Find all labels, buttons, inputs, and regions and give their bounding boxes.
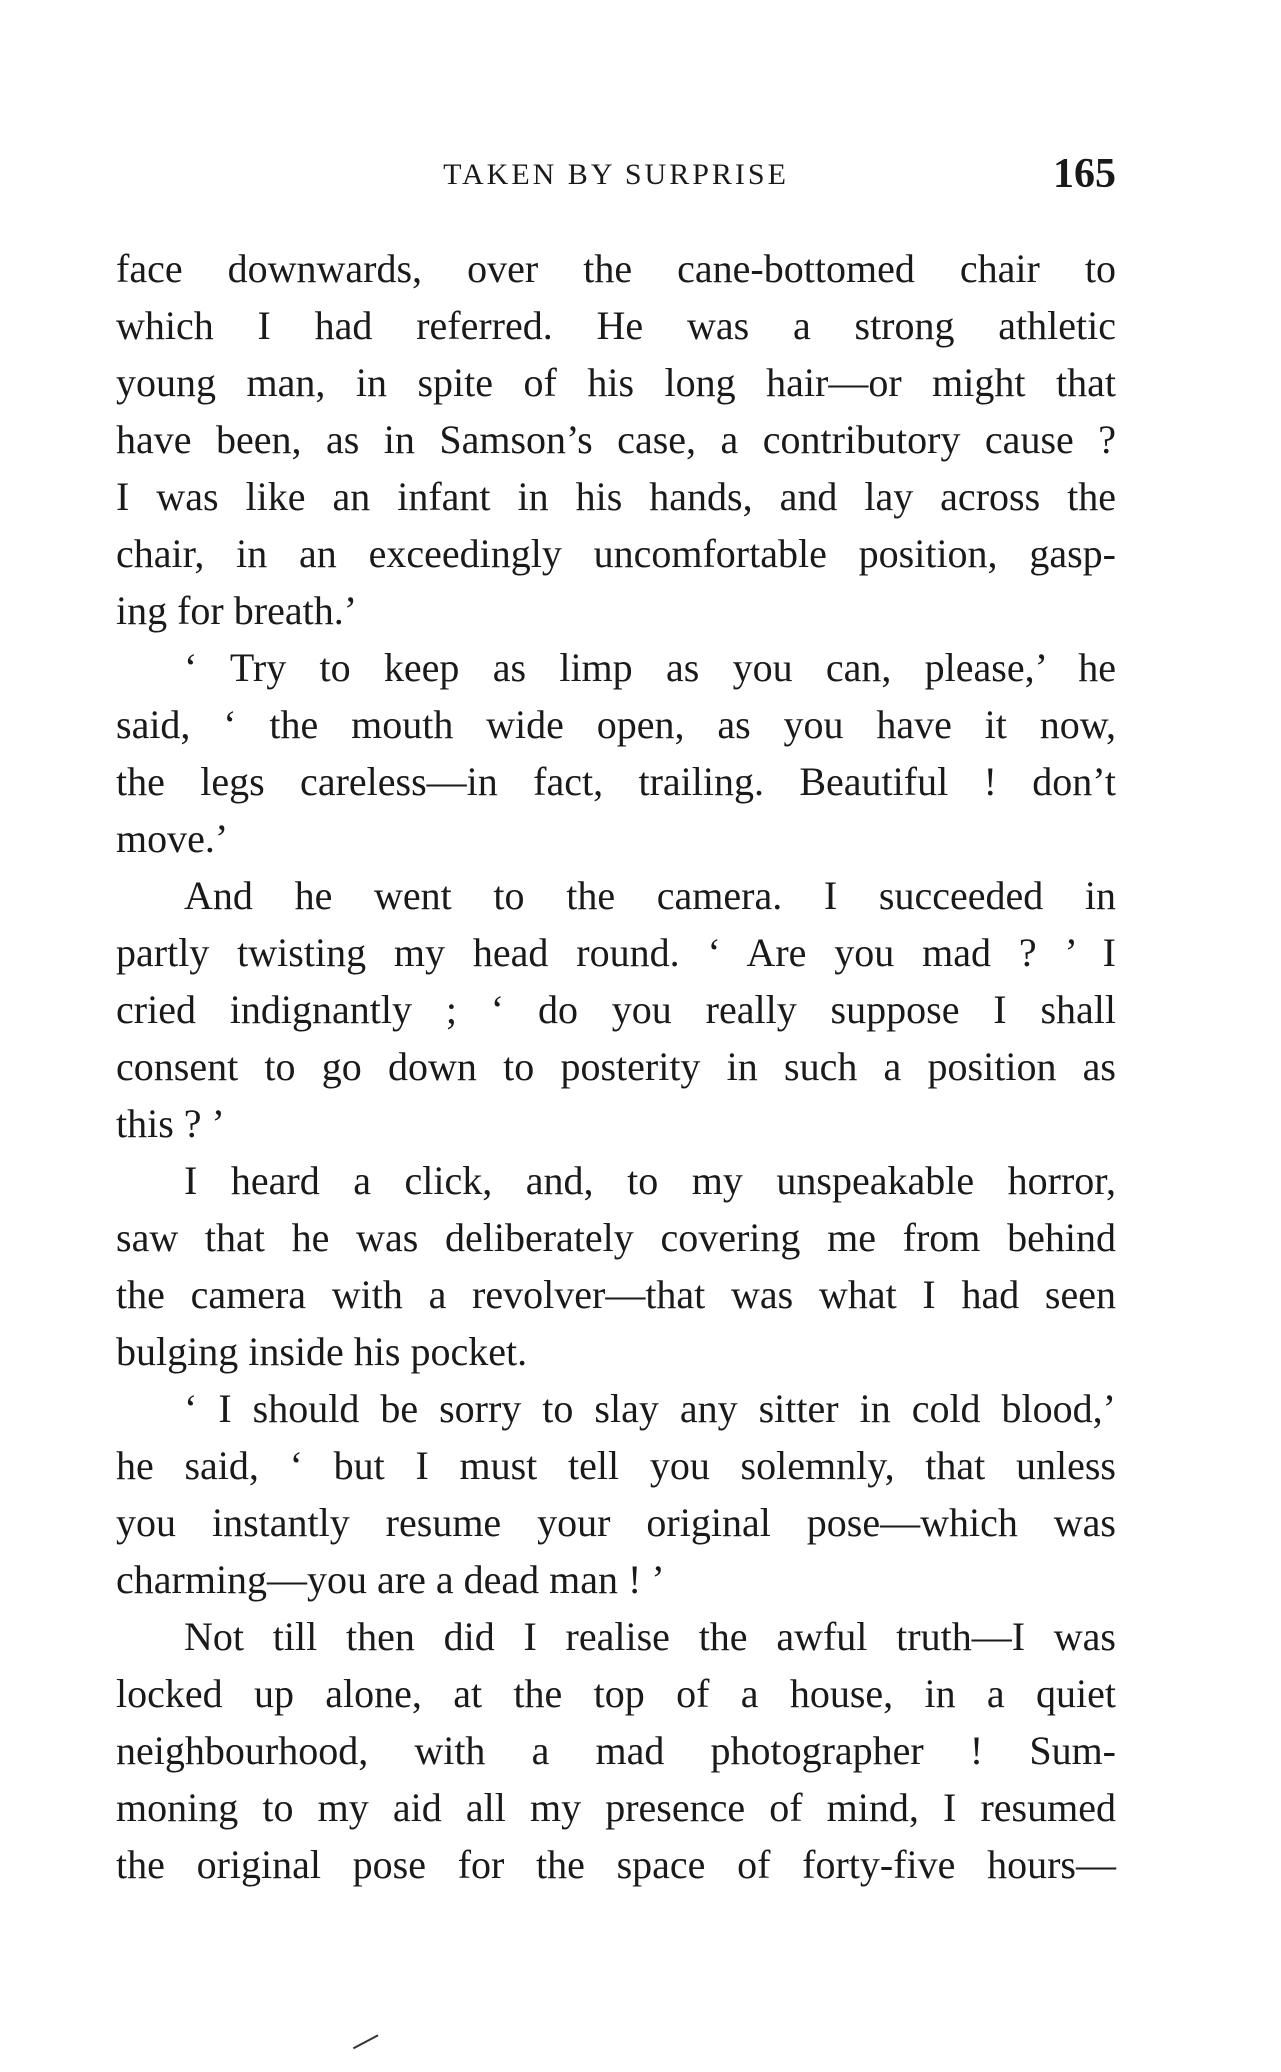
text-line: the camera with a revolver—that was what I had seen (116, 1272, 1116, 1317)
text-line: partly twisting my head round. ‘ Are you mad ? ’ I (116, 930, 1116, 975)
text-line: And he went to the camera. I succeeded in (184, 873, 1116, 918)
text-line: moning to my aid all my presence of mind, I resumed (116, 1785, 1116, 1830)
text-line: he said, ‘ but I must tell you solemnly, that unless (116, 1443, 1116, 1488)
text-line: bulging inside his pocket. (116, 1329, 528, 1374)
text-line: I was like an infant in his hands, and lay across the (116, 474, 1116, 519)
page-number: 165 (1053, 151, 1116, 197)
text-line: ‘ I should be sorry to slay any sitter in cold blood,’ (184, 1386, 1116, 1431)
text-line: locked up alone, at the top of a house, in a quiet (116, 1671, 1116, 1716)
text-line: which I had referred. He was a strong athletic (116, 303, 1116, 348)
body-text (116, 240, 1116, 1893)
stray-mark (353, 2034, 385, 2061)
text-line: I heard a click, and, to my unspeakable horror, (184, 1158, 1116, 1203)
text-line: the legs careless—in fact, trailing. Beautiful ! don’t (116, 759, 1116, 804)
text-line: charming—you are a dead man ! ’ (116, 1557, 665, 1602)
text-line: chair, in an exceedingly uncomfortable position, gasp- (116, 531, 1116, 576)
text-line: the original pose for the space of forty-five hours— (116, 1842, 1116, 1887)
text-line: this ? ’ (116, 1101, 225, 1146)
running-head (116, 150, 1116, 200)
text-line: consent to go down to posterity in such a position as (116, 1044, 1116, 1089)
text-line: said, ‘ the mouth wide open, as you have it now, (116, 702, 1116, 747)
text-line: you instantly resume your original pose—which was (116, 1500, 1116, 1545)
text-line: cried indignantly ; ‘ do you really suppose I shall (116, 987, 1116, 1032)
text-line: face downwards, over the cane-bottomed chair to (116, 246, 1116, 291)
running-title: TAKEN BY SURPRISE (443, 158, 789, 191)
text-line: Not till then did I realise the awful truth—I was (184, 1614, 1116, 1659)
text-line: young man, in spite of his long hair—or might that (116, 360, 1116, 405)
text-line: ing for breath.’ (116, 588, 358, 633)
text-line: neighbourhood, with a mad photographer ! Sum- (116, 1728, 1116, 1773)
text-line: move.’ (116, 816, 229, 861)
text-line: ‘ Try to keep as limp as you can, please,’ he (184, 645, 1116, 690)
text-line: have been, as in Samson’s case, a contributory cause ? (116, 417, 1116, 462)
text-line: saw that he was deliberately covering me from behind (116, 1215, 1116, 1260)
